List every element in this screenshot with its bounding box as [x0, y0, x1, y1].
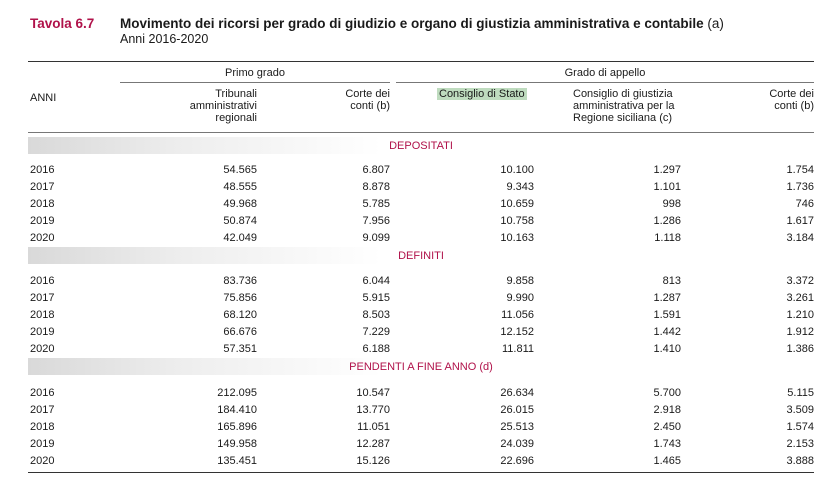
cell-year: 2020 [30, 343, 55, 355]
cell-tar: 49.968 [223, 198, 257, 210]
table-row [0, 326, 827, 339]
cell-cga: 1.287 [653, 292, 681, 304]
cell-tar: 135.451 [217, 455, 257, 467]
cell-corte-appello: 3.509 [786, 404, 814, 416]
cell-corte-primo: 11.051 [357, 421, 390, 433]
cell-corte-appello: 1.386 [786, 343, 814, 355]
cell-corte-appello: 1.210 [786, 309, 814, 321]
col-header-tar [150, 88, 257, 124]
cell-cga: 1.410 [653, 343, 681, 355]
cell-corte-primo: 6.188 [362, 343, 390, 355]
col-header-anni: ANNI [30, 92, 57, 104]
cell-tar: 212.095 [217, 387, 257, 399]
cell-tar: 57.351 [223, 343, 257, 355]
cell-corte-appello: 1.574 [786, 421, 814, 433]
cell-corte-primo: 7.956 [362, 215, 390, 227]
cell-consiglio-stato: 12.152 [500, 326, 534, 338]
table-row [0, 455, 827, 468]
cell-year: 2017 [30, 292, 55, 304]
group-grado-appello: Grado di appello [564, 67, 646, 79]
table-row [0, 275, 827, 288]
cell-year: 2019 [30, 215, 55, 227]
col-header-corte-primo [300, 88, 390, 112]
cell-tar: 54.565 [223, 164, 257, 176]
cell-corte-appello: 3.372 [786, 275, 814, 287]
table-row [0, 198, 827, 211]
cell-year: 2018 [30, 198, 55, 210]
cell-tar: 68.120 [223, 309, 257, 321]
section-label-definiti: DEFINITI [398, 250, 444, 262]
cell-consiglio-stato: 25.513 [500, 421, 534, 433]
table-row [0, 387, 827, 400]
cell-corte-primo: 12.287 [356, 438, 390, 450]
cell-consiglio-stato: 26.634 [500, 387, 534, 399]
col-header-consiglio-stato [437, 88, 527, 100]
cell-consiglio-stato: 9.990 [506, 292, 534, 304]
col-header-cga-line1: Consiglio di giustizia [573, 88, 673, 100]
cell-corte-appello: 746 [795, 198, 814, 210]
table-row [0, 404, 827, 417]
cell-cga: 2.450 [653, 421, 681, 433]
group-primo-rule [120, 82, 390, 83]
cell-consiglio-stato: 10.163 [500, 232, 534, 244]
cell-corte-appello: 1.754 [786, 164, 814, 176]
cell-cga: 1.442 [653, 326, 681, 338]
cell-tar: 184.410 [217, 404, 257, 416]
cell-tar: 149.958 [217, 438, 257, 450]
cell-corte-appello: 3.184 [786, 232, 814, 244]
group-appello-rule [396, 82, 814, 83]
table-row [0, 309, 827, 322]
col-header-cga-line2: amministrativa per la [573, 100, 675, 112]
table-subtitle: Anni 2016-2020 [120, 32, 209, 46]
col-header-corte-primo-line2: conti (b) [350, 100, 390, 112]
header-rule [28, 132, 814, 133]
cell-consiglio-stato: 10.659 [500, 198, 534, 210]
col-header-cga [573, 88, 674, 124]
table-row [0, 232, 827, 245]
cell-year: 2018 [30, 421, 55, 433]
table-row [0, 181, 827, 194]
cell-consiglio-stato: 9.343 [506, 181, 534, 193]
cell-corte-appello: 3.261 [786, 292, 814, 304]
cell-consiglio-stato: 22.696 [500, 455, 534, 467]
cell-tar: 42.049 [223, 232, 257, 244]
table-number: Tavola 6.7 [30, 16, 95, 31]
cell-corte-primo: 5.915 [362, 292, 390, 304]
cell-corte-primo: 9.099 [362, 232, 390, 244]
cell-consiglio-stato: 26.015 [500, 404, 534, 416]
table-title [120, 16, 724, 31]
cell-cga: 1.591 [653, 309, 681, 321]
group-primo-grado: Primo grado [225, 67, 285, 79]
cell-tar: 165.896 [217, 421, 257, 433]
cell-year: 2017 [30, 404, 55, 416]
cell-year: 2016 [30, 275, 55, 287]
table-row [0, 343, 827, 356]
col-header-corte-appello-line1: Corte dei [769, 88, 814, 100]
section-label-depositati: DEPOSITATI [389, 140, 453, 152]
cell-cga: 1.101 [653, 181, 681, 193]
cell-cga: 813 [662, 275, 681, 287]
section-label-pendenti: PENDENTI A FINE ANNO (d) [349, 361, 493, 373]
col-header-consiglio-stato-label: Consiglio di Stato [439, 88, 525, 100]
top-rule [28, 61, 814, 62]
cell-corte-primo: 7.229 [362, 326, 390, 338]
table-row [0, 215, 827, 228]
cell-consiglio-stato: 11.811 [501, 343, 534, 355]
cell-cga: 1.118 [654, 232, 681, 244]
cell-consiglio-stato: 24.039 [500, 438, 534, 450]
cell-cga: 5.700 [653, 387, 681, 399]
cell-cga: 1.465 [653, 455, 681, 467]
bottom-rule [28, 472, 814, 473]
cell-cga: 1.297 [653, 164, 681, 176]
table-title-text: Movimento dei ricorsi per grado di giudizio e organo di giustizia amministrativa e contabile [120, 16, 704, 31]
cell-tar: 83.736 [223, 275, 257, 287]
table-title-note: (a) [707, 16, 724, 31]
cell-corte-appello: 5.115 [787, 387, 814, 399]
cell-corte-appello: 1.912 [786, 326, 814, 338]
cell-tar: 66.676 [223, 326, 257, 338]
col-header-tar-line1: Tribunali [215, 88, 257, 100]
cell-consiglio-stato: 11.056 [501, 309, 534, 321]
cell-corte-primo: 8.503 [362, 309, 390, 321]
cell-corte-primo: 6.807 [362, 164, 390, 176]
table-row [0, 292, 827, 305]
cell-corte-appello: 3.888 [786, 455, 814, 467]
cell-corte-appello: 2.153 [786, 438, 814, 450]
cell-corte-primo: 5.785 [362, 198, 390, 210]
col-header-corte-appello [724, 88, 814, 112]
cell-corte-primo: 13.770 [356, 404, 390, 416]
col-header-tar-line2: amministrativi [189, 100, 257, 112]
cell-corte-appello: 1.617 [786, 215, 814, 227]
cell-cga: 998 [662, 198, 681, 210]
cell-tar: 50.874 [223, 215, 257, 227]
cell-year: 2016 [30, 164, 55, 176]
cell-year: 2020 [30, 232, 55, 244]
cell-year: 2019 [30, 438, 55, 450]
col-header-tar-line3: regionali [215, 112, 257, 124]
cell-cga: 1.286 [653, 215, 681, 227]
cell-corte-appello: 1.736 [786, 181, 814, 193]
cell-year: 2017 [30, 181, 55, 193]
cell-tar: 48.555 [223, 181, 257, 193]
cell-corte-primo: 10.547 [356, 387, 390, 399]
col-header-cga-line3: Regione siciliana (c) [573, 112, 673, 124]
cell-corte-primo: 15.126 [356, 455, 390, 467]
cell-year: 2016 [30, 387, 55, 399]
cell-consiglio-stato: 10.100 [500, 164, 534, 176]
table-row [0, 164, 827, 177]
cell-tar: 75.856 [223, 292, 257, 304]
cell-year: 2019 [30, 326, 55, 338]
cell-corte-primo: 6.044 [362, 275, 390, 287]
cell-year: 2018 [30, 309, 55, 321]
cell-corte-primo: 8.878 [362, 181, 390, 193]
col-header-corte-appello-line2: conti (b) [774, 100, 814, 112]
cell-year: 2020 [30, 455, 55, 467]
table-row [0, 421, 827, 434]
cell-cga: 2.918 [653, 404, 681, 416]
cell-consiglio-stato: 9.858 [506, 275, 534, 287]
cell-consiglio-stato: 10.758 [500, 215, 534, 227]
col-header-corte-primo-line1: Corte dei [345, 88, 390, 100]
cell-cga: 1.743 [653, 438, 681, 450]
table-row [0, 438, 827, 451]
